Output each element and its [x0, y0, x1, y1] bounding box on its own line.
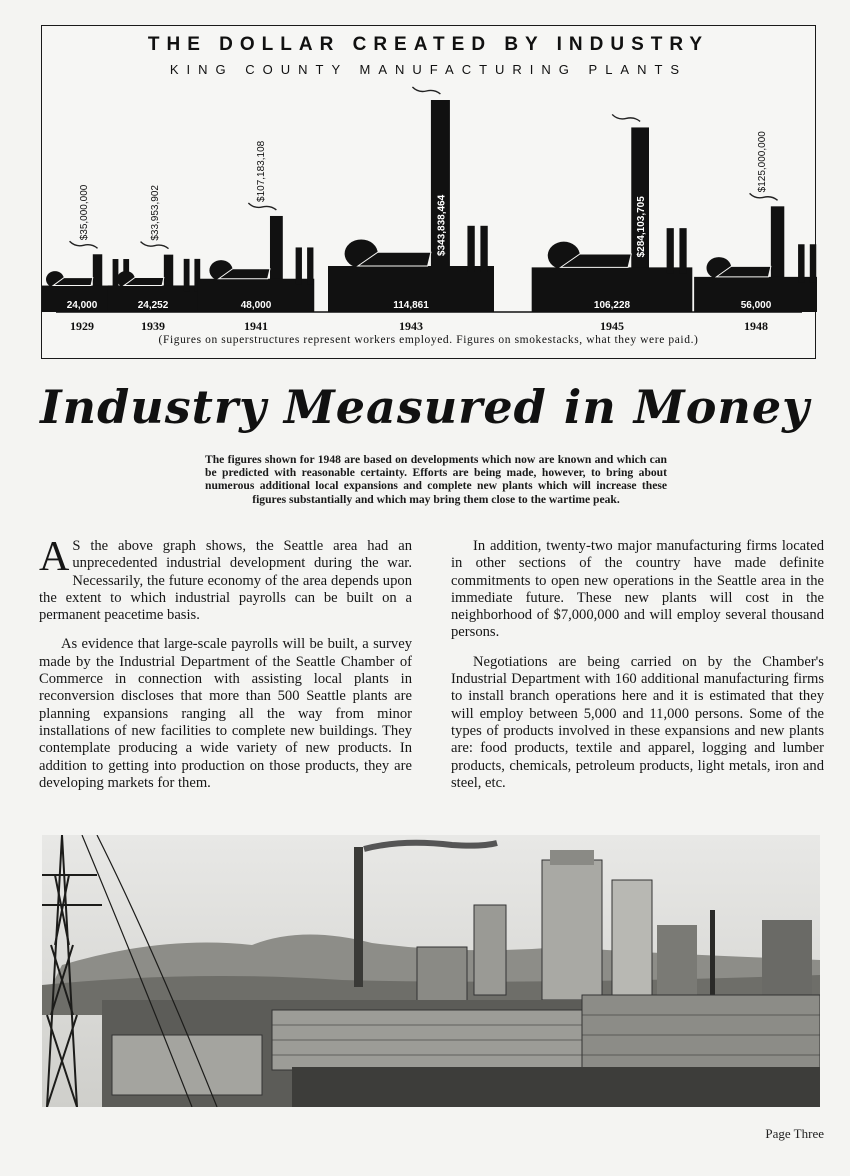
chart-figure: [41, 25, 816, 359]
small-stack: [480, 226, 487, 272]
paragraph: As evidence that large-scale payrolls will be built, a survey made by the Industrial Department of the Seattle Chamber of Commerce in connection with assisting local plants in reconversion discloses that more than 500 Seattle plants are planning expansions ranging all the way from minor installations of new facilities to complete new buildings. They contemplate producing a wide variety of new products. In addition to getting into production on those products, they are developing markets for them.: [39, 636, 412, 791]
smoke: [70, 241, 98, 248]
small-stack: [810, 244, 816, 283]
left-column: [39, 534, 412, 804]
payroll-label: $343,838,464: [436, 194, 448, 256]
year-label: 1948: [744, 319, 768, 333]
workers-label: 114,861: [393, 300, 429, 311]
smoke: [412, 87, 440, 94]
smoke: [750, 193, 778, 200]
payroll-label: $125,000,000: [756, 131, 768, 193]
workers-label: 24,252: [137, 300, 169, 311]
paragraph-text: S the above graph shows, the Seattle area had an unprecedented industrial development during the war. Necessarily, the future economy of the area depends upon the extent to which industrial payrolls can be built on a permanent peacetime basis.: [39, 538, 412, 624]
year-label: 1941: [244, 319, 268, 333]
year-label: 1939: [141, 319, 165, 333]
chart-note: (Figures on superstructures represent workers employed. Figures on smokestacks, what they were paid.): [158, 334, 699, 346]
payroll-label: $35,000,000: [78, 184, 90, 241]
chart-subtitle: KING COUNTY MANUFACTURING PLANTS: [169, 62, 688, 77]
page-number: Page Three: [765, 1126, 824, 1141]
intro-paragraph: The figures shown for 1948 are based on developments which now are known and which can be predicted with reasonable certainty. Efforts are being made, however, to bring about numerous additional local expansions and complete new plants which will increase these figures substantially and which may bring them close to the wartime peak.: [205, 453, 667, 506]
small-stack: [184, 259, 190, 292]
small-stack: [679, 228, 686, 273]
smoke: [141, 242, 169, 249]
drop-cap: A: [39, 534, 70, 580]
payroll-label: $107,183,108: [255, 140, 267, 202]
payroll-label: $33,953,902: [149, 185, 161, 241]
workers-label: 24,000: [66, 300, 98, 311]
year-label: 1945: [600, 319, 624, 333]
workers-label: 106,228: [593, 300, 631, 311]
small-stack: [307, 247, 313, 284]
small-stack: [467, 226, 474, 272]
chart-title: THE DOLLAR CREATED BY INDUSTRY: [147, 34, 710, 55]
workers-label: 48,000: [240, 300, 272, 311]
small-stack: [296, 247, 302, 284]
payroll-label: $284,103,705: [636, 196, 648, 258]
paragraph: In addition, twenty-two major manufacturing firms located in other sections of the country have made definite commitments to open new operations in the Seattle area in the immediate future. These new plants will cost in the neighborhood of $7,000,000 and will employ several thousand persons.: [451, 538, 824, 641]
small-stack: [667, 228, 674, 273]
smoke: [248, 203, 276, 210]
smoke: [612, 114, 640, 121]
year-label: 1929: [70, 319, 94, 333]
headline: Industry Measured in Money: [40, 380, 810, 434]
industrial-photo: [42, 835, 820, 1107]
factory-chart: [42, 26, 817, 360]
year-label: 1943: [399, 319, 423, 333]
right-column: [451, 538, 824, 804]
small-stack: [798, 244, 804, 283]
paragraph: Negotiations are being carried on by the Chamber's Industrial Department with 160 additional manufacturing firms to install branch operations here and it is estimated that they will employ between 5,000 and 11,000 persons. Some of the types of products involved in these expansions and new plants are: food products, textile and apparel, logging and lumber products, chemicals, petroleum products, light metals, iron and steel, etc.: [451, 653, 824, 791]
workers-label: 56,000: [740, 300, 772, 311]
paragraph: [39, 534, 412, 624]
